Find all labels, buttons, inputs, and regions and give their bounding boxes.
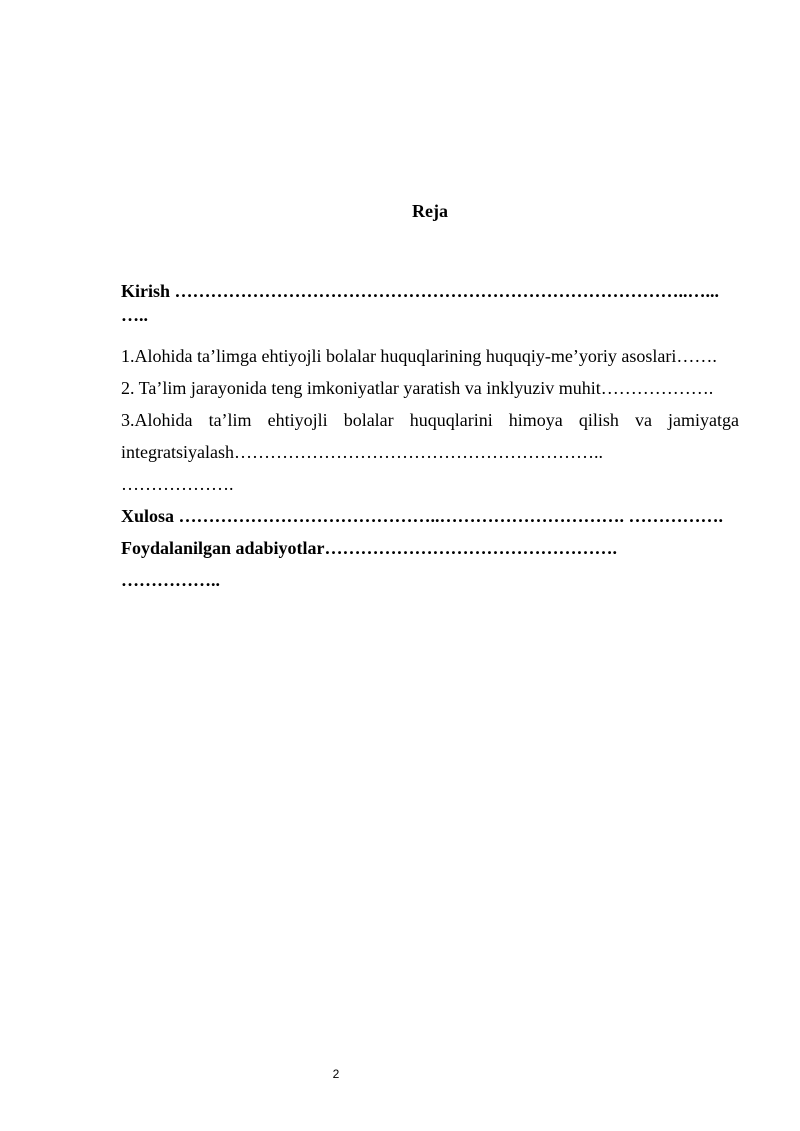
toc-entry-section-1: 1.Alohida ta’limga ehtiyojli bolalar huquqlarining huquqiy-me’yoriy asoslari……. xyxy=(121,346,717,366)
table-of-contents xyxy=(121,279,739,596)
page-number: 2 xyxy=(332,1067,340,1081)
toc-entry-adabiyotlar: Foydalanilgan adabiyotlar…………………………………………. …………….. xyxy=(121,538,618,590)
toc-entry-kirish: Kirish …………………………………………………………………………..…... ….. xyxy=(121,281,720,325)
toc-entry-section-2: 2. Ta’lim jarayonida teng imkoniyatlar yaratish va inklyuziv muhit………………. xyxy=(121,378,714,398)
toc-entry-section-3: 3.Alohida ta’lim ehtiyojli bolalar huquqlarini himoya qilish va jamiyatga integratsiyalash…………………………………………………….. ………………. xyxy=(121,410,739,494)
toc-entry-xulosa: Xulosa ……………………………………..…………………………. ……………. xyxy=(121,506,724,526)
page-title: Reja xyxy=(412,201,448,221)
